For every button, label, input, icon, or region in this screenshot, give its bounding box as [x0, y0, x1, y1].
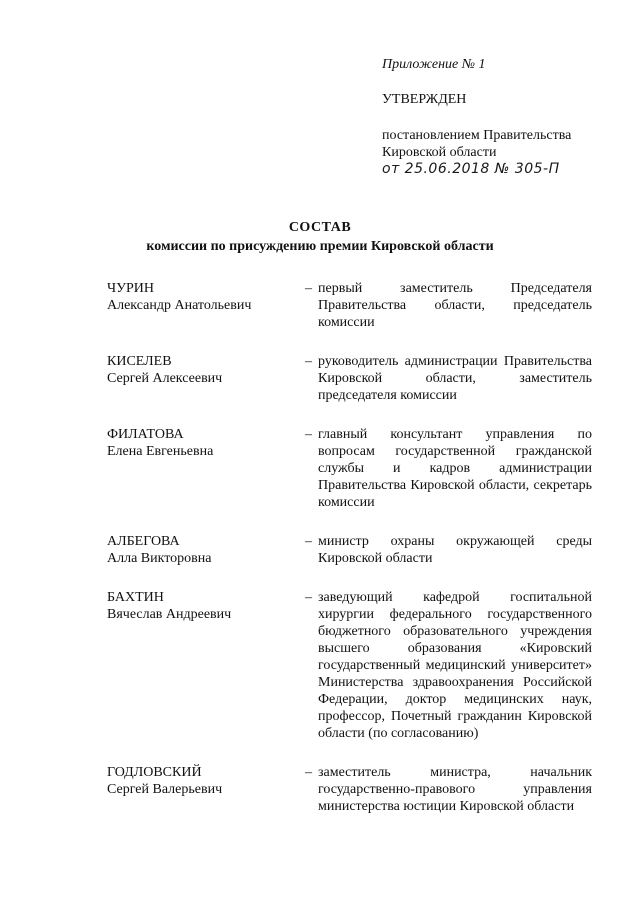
member-row	[107, 764, 592, 815]
member-role: заведующий кафедрой госпитальной хирургии федерального государственного бюджетного образовательного учреждения высшего образования «Кировский государственный медицинский университет» Министерства здравоохранения Российской Федерации, доктор медицинских наук, профессор, Почетный гражданин Кировской области (по согласованию)	[318, 590, 592, 741]
member-role: заместитель министра, начальник государственно-правового управления министерства юстиции Кировской области	[318, 765, 592, 814]
member-surname: АЛБЕГОВА	[107, 534, 180, 549]
member-given-names: Вячеслав Андреевич	[107, 607, 232, 622]
approval-block	[382, 56, 622, 178]
member-row	[107, 280, 592, 331]
member-given-names: Алла Викторовна	[107, 551, 212, 566]
appendix-label: Приложение № 1	[382, 57, 486, 72]
member-name	[107, 533, 295, 567]
member-row	[107, 426, 592, 511]
member-name	[107, 426, 295, 511]
member-surname: БАХТИН	[107, 590, 164, 605]
member-name	[107, 764, 295, 815]
member-surname: КИСЕЛЕВ	[107, 354, 172, 369]
member-role: главный консультант управления по вопросам государственной гражданской службы и кадров администрации Правительства Кировской области, секретарь комиссии	[318, 427, 592, 510]
member-given-names: Александр Анатольевич	[107, 298, 252, 313]
page-title: СОСТАВ	[288, 220, 352, 235]
member-role: руководитель администрации Правительства Кировской области, заместитель председателя комиссии	[318, 354, 592, 403]
member-name	[107, 589, 295, 742]
dash-separator: –	[305, 590, 312, 605]
member-name	[107, 280, 295, 331]
member-name	[107, 353, 295, 404]
approved-by-line-2: Кировской области	[382, 145, 497, 160]
member-role: министр охраны окружающей среды Кировской области	[318, 534, 592, 566]
member-given-names: Сергей Алексеевич	[107, 371, 223, 386]
member-row	[107, 533, 592, 567]
dash-separator: –	[305, 765, 312, 780]
approved-label: УТВЕРЖДЕН	[382, 92, 467, 107]
dash-separator: –	[305, 534, 312, 549]
document-heading	[0, 218, 640, 256]
member-given-names: Сергей Валерьевич	[107, 782, 223, 797]
dash-separator: –	[305, 427, 312, 442]
approved-by-line-1: постановлением Правительства	[382, 128, 572, 143]
member-row	[107, 589, 592, 742]
member-surname: ФИЛАТОВА	[107, 427, 184, 442]
page-subtitle: комиссии по присуждению премии Кировской области	[146, 239, 494, 254]
member-row	[107, 353, 592, 404]
member-role: первый заместитель Председателя Правительства области, председатель комиссии	[318, 281, 592, 330]
member-surname: ЧУРИН	[107, 281, 155, 296]
resolution-date-number: от 25.06.2018 № 305-П	[382, 161, 560, 177]
dash-separator: –	[305, 281, 312, 296]
member-list	[107, 280, 592, 837]
member-given-names: Елена Евгеньевна	[107, 444, 214, 459]
dash-separator: –	[305, 354, 312, 369]
member-surname: ГОДЛОВСКИЙ	[107, 765, 202, 780]
